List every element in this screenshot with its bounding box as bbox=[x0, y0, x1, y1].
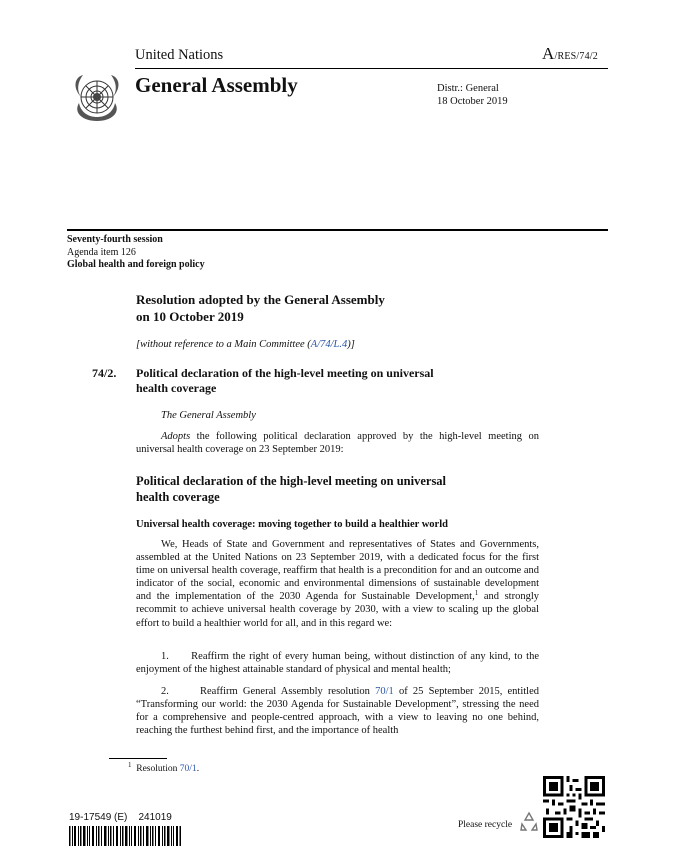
header-rule bbox=[135, 68, 608, 69]
recycle-icon bbox=[518, 810, 540, 832]
ref-link[interactable]: A/74/L.4 bbox=[310, 339, 348, 350]
resolution-link[interactable]: 70/1 bbox=[375, 686, 394, 697]
paragraph-1: 1. Reaffirm the right of every human being, without distinction of any kind, to the enjoyment of the highest attainable standard of physical and mental health; bbox=[136, 651, 539, 676]
footnote-mark[interactable]: 1 bbox=[474, 589, 479, 598]
general-assembly-line: The General Assembly bbox=[161, 410, 256, 421]
document-symbol: A/RES/74/2 bbox=[542, 44, 598, 63]
org-name: United Nations bbox=[135, 47, 224, 63]
session-rule bbox=[67, 229, 608, 231]
document-number: 19-17549 (E) 241019 bbox=[69, 812, 172, 823]
distribution-info: Distr.: General 18 October 2019 bbox=[437, 83, 508, 107]
declaration-title: Political declaration of the high-level meeting on universal health coverage bbox=[136, 366, 434, 395]
barcode-icon bbox=[69, 826, 181, 846]
committee-reference: [without reference to a Main Committee (A/74/L.4)] bbox=[136, 339, 355, 350]
resolution-number: 74/2. bbox=[92, 366, 117, 380]
recycle-label: Please recycle bbox=[458, 820, 513, 830]
footnote-link[interactable]: 70/1 bbox=[179, 764, 197, 774]
paragraph-2: 2. Reaffirm General Assembly resolution 70/1 of 25 September 2015, entitled “Transforming our world: the 2030 Agenda for Sustainable Development”, stressing the need for a comprehensive and people-centred approach, with a view to leaving no one behind, reaching the furthest behind first, and the importance of health bbox=[136, 686, 540, 737]
resolution-title: Resolution adopted by the General Assembly on 10 October 2019 bbox=[136, 292, 385, 324]
qr-code-icon bbox=[543, 776, 605, 838]
footnote: $^1$ Resolution 70/1. bbox=[128, 761, 200, 774]
adopts-paragraph: Adopts the following political declaration approved by the high-level meeting on universal health coverage on 23 September 2019: bbox=[136, 431, 539, 456]
intro-paragraph: We, Heads of State and Government and representatives of States and Governments, assembled at the United Nations on 23 September 2019, with a dedicated focus for the first time on universal health coverage, reaffirm that health is a precondition for and an outcome and indicator of the social, economic and environmental dimensions of sustainable development and the implementation of the 2030 Agenda for Sustainable Development,$^1$ and strongly recommit to achieve universal health coverage by 2030, with a view to scaling up the global effort to build a healthier world for all, and in this regard we: bbox=[136, 539, 539, 629]
declaration-subheading: Universal health coverage: moving together to build a healthier world bbox=[136, 519, 448, 530]
declaration-heading: Political declaration of the high-level meeting on universal health coverage bbox=[136, 474, 447, 504]
session-info: Seventy-fourth session Agenda item 126 Global health and foreign policy bbox=[67, 234, 205, 270]
un-emblem-icon bbox=[67, 73, 127, 125]
body-name: General Assembly bbox=[135, 73, 298, 97]
footnote-rule bbox=[109, 758, 167, 759]
